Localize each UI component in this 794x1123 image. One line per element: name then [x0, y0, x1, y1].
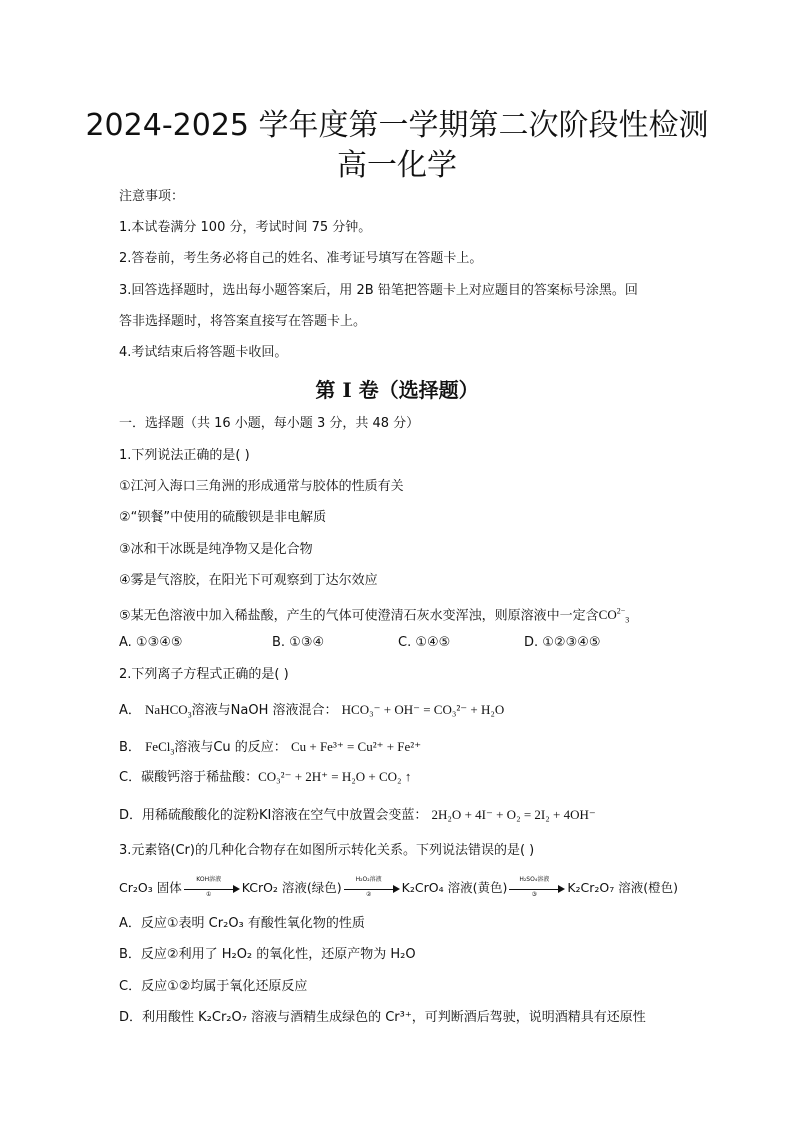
notice-item-3-line-1: 3.回答选择题时，选出每小题答案后，用 2B 铅笔把答题卡上对应题目的答案标号涂黑。回	[119, 283, 638, 298]
q2-option-d-label: D．	[119, 808, 143, 823]
q1-statement-2: ②“钡餐”中使用的硫酸钡是非电解质	[119, 510, 327, 525]
q2-option-d-equation: 2H₂O + 4I⁻ + O₂ = 2I₂ + 4OH⁻	[431, 807, 596, 822]
notice-heading: 注意事项：	[119, 189, 185, 204]
q1-option-d: D. ①②③④⑤	[524, 635, 601, 650]
carbonate-ion-charge: 2−	[616, 607, 626, 616]
q1-statement-5	[119, 603, 679, 630]
q1-option-b: B. ①③④	[272, 635, 325, 650]
carbonate-ion-subscript: 3	[625, 615, 630, 625]
chain-mid-2: K₂CrO₄ 溶液(黄色)	[401, 880, 508, 895]
q2-stem: 2.下列离子方程式正确的是( )	[119, 667, 289, 682]
arrow-2-number: ②	[365, 890, 372, 898]
chain-end: K₂Cr₂O₇ 溶液(橙色)	[567, 880, 678, 895]
exam-subject: 高一化学	[337, 148, 457, 183]
q2-option-c-text: 碳酸钙溶于稀盐酸：	[141, 770, 259, 785]
q1-statement-3: ③冰和干冰既是纯净物又是化合物	[119, 542, 313, 557]
q2-option-a-formula	[145, 702, 192, 720]
q2-option-b-label: B．	[119, 740, 141, 755]
arrow-3-reagent: H₂SO₄溶液	[519, 875, 550, 883]
arrow-2-reagent: H₂O₂溶液	[355, 875, 382, 883]
q3-option-b: B．反应②利用了 H₂O₂ 的氧化性，还原产物为 H₂O	[119, 947, 416, 962]
q3-option-d: D．利用酸性 K₂Cr₂O₇ 溶液与酒精生成绿色的 Cr³⁺，可判断酒后驾驶，说明酒精具有还原性	[119, 1010, 646, 1025]
q2-option-a-equation: HCO₃⁻ + OH⁻ = CO₃²⁻ + H₂O	[341, 702, 505, 717]
q2-option-b	[119, 738, 679, 762]
notice-item-3-line-2: 答非选择题时，将答案直接写在答题卡上。	[119, 314, 367, 329]
q2-option-b-formula	[145, 739, 175, 757]
q2-option-b-equation: Cu + Fe³⁺ = Cu²⁺ + Fe²⁺	[290, 739, 422, 754]
carbonate-ion-symbol: CO	[598, 607, 617, 623]
ferric-chloride: FeCl	[145, 739, 171, 754]
notice-item-2: 2.答卷前，考生务必将自己的姓名、准考证号填写在答题卡上。	[119, 251, 483, 266]
q1-statement-4: ④雾是气溶胶，在阳光下可观察到丁达尔效应	[119, 573, 378, 588]
reaction-arrow-2	[344, 875, 400, 898]
q1-option-c: C. ①④⑤	[398, 635, 451, 650]
q2-option-c-equation: CO₃²⁻ + 2H⁺ = H₂O + CO₂ ↑	[258, 769, 412, 784]
q1-stem: 1.下列说法正确的是( )	[119, 448, 250, 463]
arrow-1-number: ①	[206, 890, 212, 898]
q2-option-a-text: 溶液与NaOH 溶液混合：	[191, 703, 338, 718]
q3-option-c: C．反应①②均属于氧化还原反应	[119, 979, 308, 994]
chain-start: Cr₂O₃ 固体	[119, 880, 182, 895]
section-title: 第 I 卷（选择题）	[315, 378, 479, 402]
notice-item-4: 4.考试结束后将答题卡收回。	[119, 345, 288, 360]
section-subtitle: 一．选择题（共 16 小题，每小题 3 分，共 48 分）	[119, 416, 420, 431]
arrow-3-number: ③	[531, 890, 538, 898]
q3-stem: 3.元素铬(Cr)的几种化合物存在如图所示转化关系。下列说法错误的是( )	[119, 843, 535, 858]
chain-mid-1: KCrO₂ 溶液(绿色)	[241, 880, 342, 895]
q2-option-d	[119, 806, 679, 825]
sodium-bicarbonate: NaHCO	[145, 702, 188, 717]
q2-option-c-label: C．	[119, 770, 142, 785]
q1-statement-5-text: ⑤某无色溶液中加入稀盐酸，产生的气体可使澄清石灰水变浑浊，则原溶液中一定含	[119, 608, 599, 624]
q1-option-a: A. ①③④⑤	[119, 635, 183, 650]
q2-option-d-text: 用稀硫酸酸化的淀粉KI溶液在空气中放置会变蓝：	[142, 808, 428, 823]
q1-statement-1: ①江河入海口三角洲的形成通常与胶体的性质有关	[119, 479, 404, 494]
notice-item-1: 1.本试卷满分 100 分，考试时间 75 分钟。	[119, 220, 372, 235]
arrow-1-reagent: KOH溶液	[196, 875, 222, 883]
q3-option-a: A．反应①表明 Cr₂O₃ 有酸性氧化物的性质	[119, 916, 365, 931]
carbonate-ion	[598, 607, 630, 625]
reaction-arrow-1	[184, 875, 240, 898]
ferric-chloride-subscript: 3	[170, 747, 175, 757]
q2-option-a	[119, 701, 679, 725]
exam-title: 2024-2025 学年度第一学期第二次阶段性检测	[85, 108, 709, 143]
q2-option-a-label: A．	[119, 703, 141, 718]
q2-option-b-text: 溶液与Cu 的反应：	[174, 740, 287, 755]
reaction-arrow-3	[509, 875, 565, 898]
sodium-bicarbonate-subscript: 3	[187, 710, 192, 720]
q2-option-c	[119, 768, 679, 787]
q3-conversion-chain	[119, 875, 679, 898]
